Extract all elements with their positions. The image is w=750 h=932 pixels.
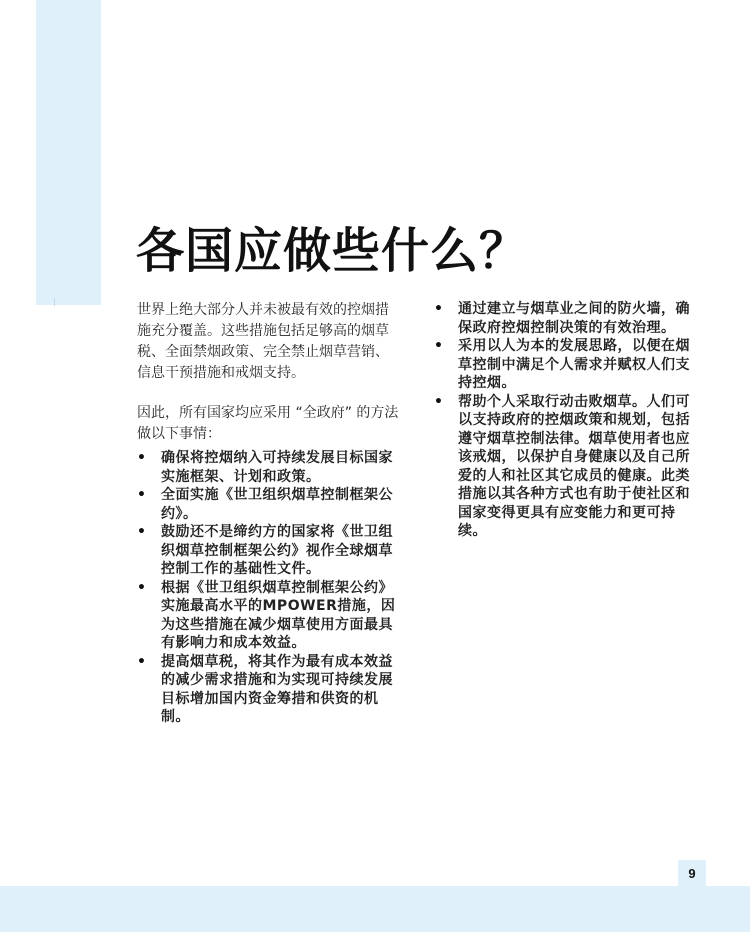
list-item bbox=[137, 449, 399, 486]
bullet-icon: • bbox=[137, 524, 147, 540]
footer-band bbox=[0, 886, 750, 932]
list-item bbox=[434, 393, 700, 541]
list-item-text: 根据《世卫组织烟草控制框架公约》实施最高水平的MPOWER措施，因为这些措施在减少烟草使用方面最具有影响力和成本效益。 bbox=[161, 579, 396, 651]
list-item bbox=[137, 579, 399, 653]
list-item-text: 通过建立与烟草业之间的防火墙，确保政府控烟控制决策的有效治理。 bbox=[458, 301, 690, 336]
bullet-icon: • bbox=[434, 393, 444, 410]
list-item-text: 鼓励还不是缔约方的国家将《世卫组织烟草控制框架公约》视作全球烟草控制工作的基础性文件。 bbox=[161, 524, 393, 577]
decorative-tick bbox=[54, 298, 55, 306]
intro-paragraph: 世界上绝大部分人并未被最有效的控烟措施充分覆盖。这些措施包括足够高的烟草税、全面禁烟政策、完全禁止烟草营销、信息干预措施和戒烟支持。 bbox=[137, 302, 389, 381]
list-item bbox=[137, 523, 399, 579]
list-item-text: 帮助个人采取行动击败烟草。人们可以支持政府的控烟政策和规划，包括遵守烟草控制法律。烟草使用者也应该戒烟，以保护自身健康以及自己所爱的人和社区其它成员的健康。此类措施以其各种方式也有助于使社区和国家变得更具有应变能力和更可持续。 bbox=[458, 393, 690, 539]
bullet-icon: • bbox=[137, 653, 147, 670]
decorative-side-bar bbox=[36, 0, 101, 305]
lead-in-paragraph: 因此，所有国家均应采用 “全政府” 的方法做以下事情： bbox=[137, 405, 399, 442]
right-column bbox=[434, 300, 700, 541]
list-item-text: 确保将控烟纳入可持续发展目标国家实施框架、计划和政策。 bbox=[161, 450, 393, 485]
right-bullet-list bbox=[434, 300, 700, 541]
page-title: 各国应做些什么？ bbox=[136, 223, 529, 279]
left-column bbox=[137, 300, 399, 727]
bullet-icon: • bbox=[137, 579, 147, 596]
list-item bbox=[434, 337, 700, 393]
left-bullet-list bbox=[137, 449, 399, 727]
list-item bbox=[434, 300, 700, 337]
list-item bbox=[137, 653, 399, 727]
list-item-text: 全面实施《世卫组织烟草控制框架公约》。 bbox=[161, 487, 393, 522]
bullet-icon: • bbox=[434, 338, 444, 354]
bullet-icon: • bbox=[137, 487, 147, 503]
bullet-icon: • bbox=[137, 450, 147, 466]
page-number: 9 bbox=[678, 860, 706, 887]
list-item-text: 采用以人为本的发展思路，以便在烟草控制中满足个人需求并赋权人们支持控烟。 bbox=[458, 338, 690, 391]
list-item-text: 提高烟草税，将其作为最有成本效益的减少需求措施和为实现可持续发展目标增加国内资金筹措和供资的机制。 bbox=[161, 653, 393, 725]
list-item bbox=[137, 486, 399, 523]
bullet-icon: • bbox=[434, 301, 444, 317]
